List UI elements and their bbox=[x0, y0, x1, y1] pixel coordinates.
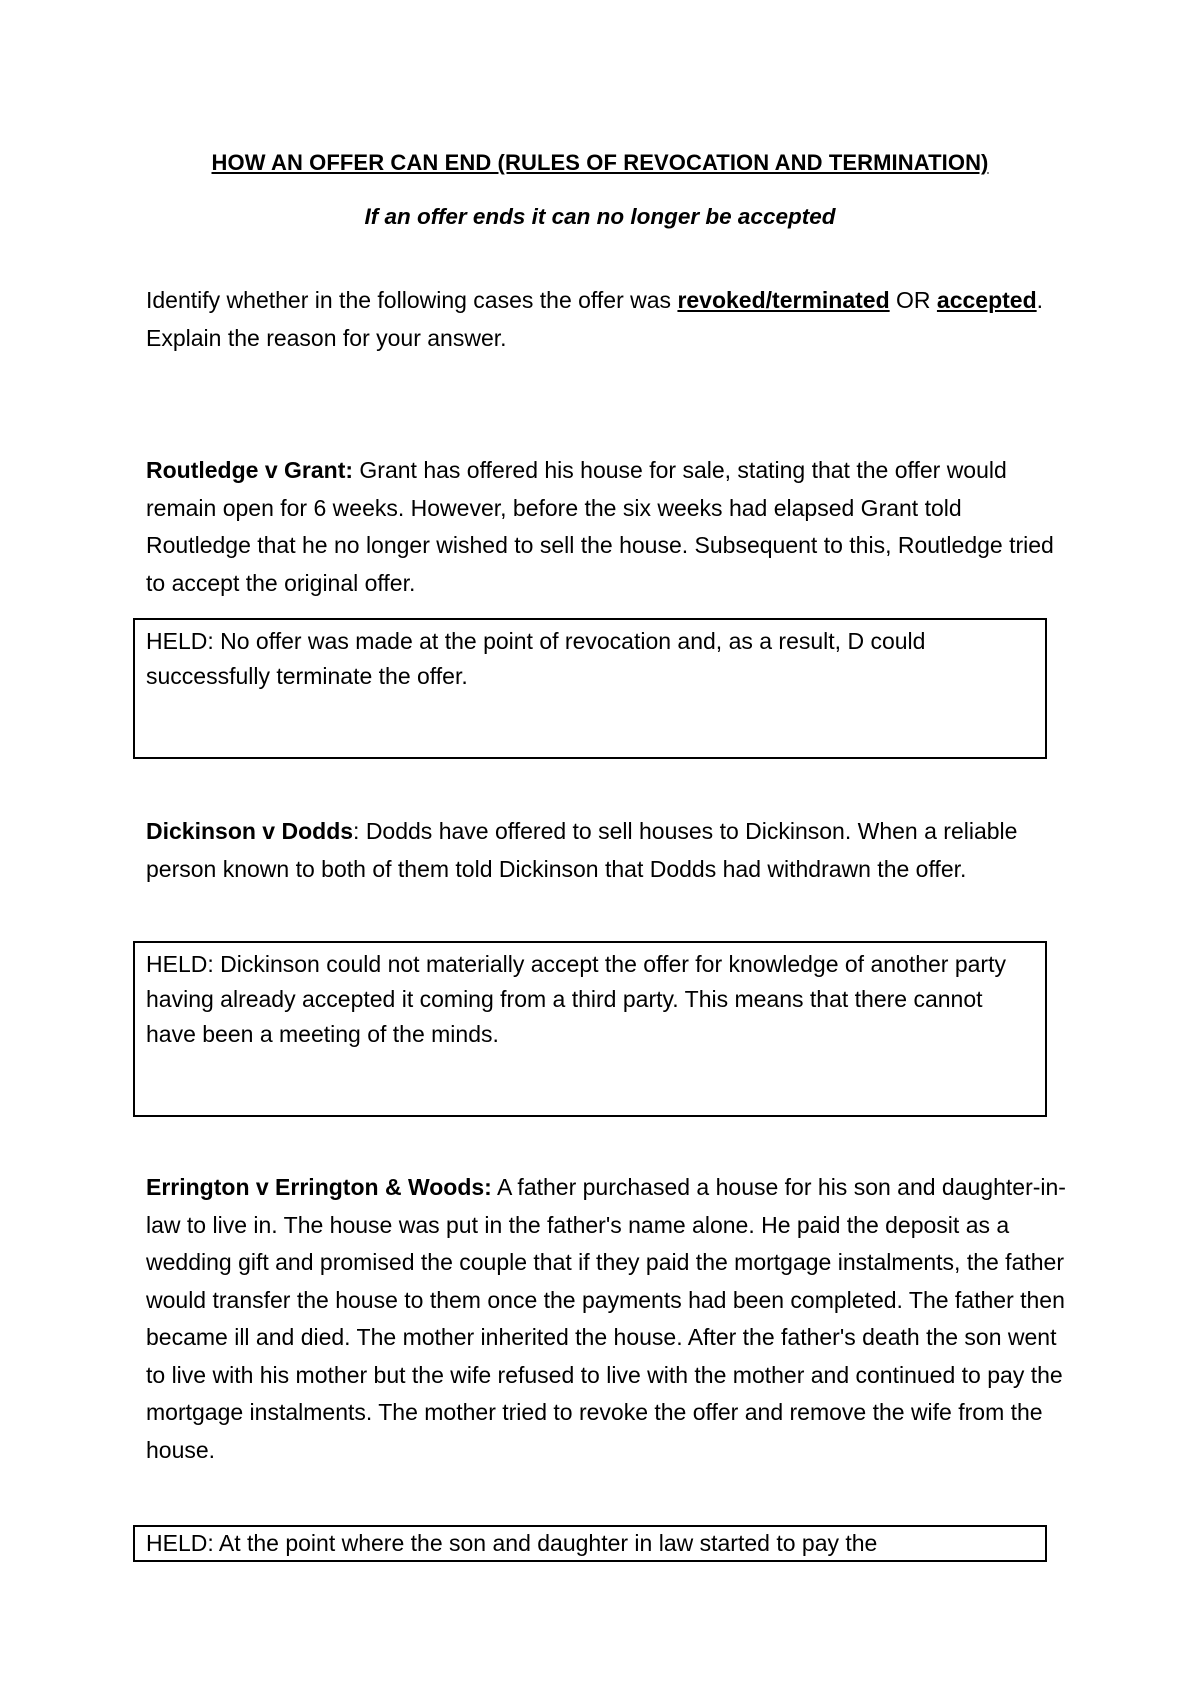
case-facts: Grant has offered his house for sale, stating that the offer would remain open for 6 weeks. However, before the six weeks had elapsed Grant told Routledge that he no longer wished to sell the house. Subsequent to this, Routledge tried to accept the original offer. bbox=[146, 457, 1054, 596]
instructions-accepted: accepted bbox=[936, 287, 1037, 313]
case-name: Errington v Errington & Woods: bbox=[146, 1174, 492, 1200]
case-name: Dickinson v Dodds bbox=[146, 818, 354, 844]
case-facts: : Dodds have offered to sell houses to Dickinson. When a reliable person known to both of them told Dickinson that Dodds had withdrawn the offer. bbox=[146, 818, 1018, 882]
held-answer-box: HELD: Dickinson could not materially accept the offer for knowledge of another party having already accepted it coming from a third party. This means that there cannot have been a meeting of the minds. bbox=[133, 941, 1047, 1117]
case-dickinson-v-dodds bbox=[146, 813, 1066, 888]
held-answer-box: HELD: At the point where the son and daughter in law started to pay the bbox=[133, 1525, 1047, 1562]
instructions-text-2: OR bbox=[889, 287, 937, 313]
held-answer-box: HELD: No offer was made at the point of revocation and, as a result, D could successfully terminate the offer. bbox=[133, 618, 1047, 759]
instructions-text-3: . Explain the reason for your answer. bbox=[146, 287, 1044, 351]
page-subtitle: If an offer ends it can no longer be accepted bbox=[364, 204, 836, 229]
instructions-text-1: Identify whether in the following cases the offer was bbox=[146, 287, 678, 313]
page-title: HOW AN OFFER CAN END (RULES OF REVOCATION AND TERMINATION) bbox=[211, 150, 989, 175]
instructions bbox=[146, 282, 1066, 357]
instructions-revoked: revoked/terminated bbox=[677, 287, 890, 313]
case-routledge-v-grant bbox=[146, 452, 1066, 602]
case-name: Routledge v Grant: bbox=[146, 457, 354, 483]
case-facts: A father purchased a house for his son and daughter-in-law to live in. The house was put in the father's name alone. He paid the deposit as a wedding gift and promised the couple that if they paid the mortgage instalments, the father would transfer the house to them once the payments had been completed. The father then became ill and died. The mother inherited the house. After the father's death the son went to live with his mother but the wife refused to live with the mother and continued to pay the mortgage instalments. The mother tried to revoke the offer and remove the wife from the house. bbox=[146, 1174, 1066, 1463]
case-errington-v-errington-woods bbox=[146, 1169, 1066, 1469]
